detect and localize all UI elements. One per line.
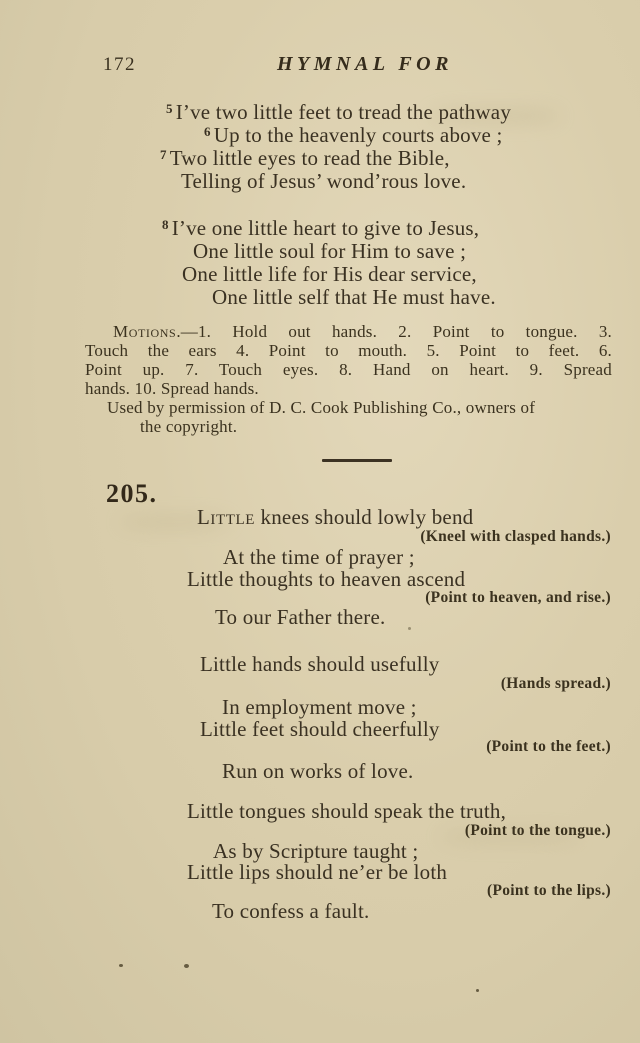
stage-direction: (Point to the tongue.) xyxy=(464,822,611,839)
verse-line: Little tongues should speak the truth, xyxy=(187,799,507,823)
paper-speck xyxy=(119,964,123,967)
motions-note-line: Touch the ears 4. Point to mouth. 5. Point to feet. 6. xyxy=(85,341,612,360)
verse-line: Little hands should usefully xyxy=(200,652,440,676)
verse-text: Two little eyes to read the Bible, xyxy=(169,146,450,170)
paper-speck xyxy=(476,989,479,992)
hymn-number: 205. xyxy=(106,479,158,508)
motions-note-line: Point up. 7. Touch eyes. 8. Hand on heart. 9. Spread xyxy=(85,360,612,379)
motions-note-line xyxy=(113,322,612,342)
stage-direction: (Point to the lips.) xyxy=(487,882,611,899)
verse-line xyxy=(204,123,503,148)
verse-line: Little lips should ne’er be loth xyxy=(187,860,448,884)
motions-label: Motions xyxy=(113,322,177,341)
motions-text: .—1. Hold out hands. 2. Point to tongue. 3. xyxy=(176,322,612,341)
verse-line: Telling of Jesus’ wond’rous love. xyxy=(181,169,467,193)
verse-line xyxy=(160,146,450,171)
paper-speck xyxy=(408,627,411,630)
verse-line: At the time of prayer ; xyxy=(223,545,415,569)
verse-text: knees should lowly bend xyxy=(255,505,474,529)
page-number: 172 xyxy=(103,54,136,75)
verse-number: 7 xyxy=(160,147,167,162)
verse-number: 5 xyxy=(166,101,173,116)
paper-speck xyxy=(184,964,189,968)
verse-line: In employment move ; xyxy=(222,695,417,719)
verse-line xyxy=(166,100,511,125)
stage-direction: (Hands spread.) xyxy=(500,675,611,692)
motions-note-line: hands. 10. Spread hands. xyxy=(85,379,259,398)
running-title: HYMNAL FOR xyxy=(277,53,453,75)
verse-lead-smallcaps: Little xyxy=(197,505,256,529)
stage-direction: (Kneel with clasped hands.) xyxy=(420,528,611,545)
stage-direction: (Point to the feet.) xyxy=(486,738,611,755)
verse-line: Little feet should cheerfully xyxy=(200,717,440,741)
verse-text: Up to the heavenly courts above ; xyxy=(213,123,503,147)
verse-line: One little life for His dear service, xyxy=(182,262,477,286)
verse-text: I’ve two little feet to tread the pathway xyxy=(175,100,512,124)
verse-line: Run on works of love. xyxy=(222,759,414,783)
verse-line: One little soul for Him to save ; xyxy=(193,239,467,263)
verse-line: Little thoughts to heaven ascend xyxy=(187,567,466,591)
verse-line xyxy=(197,505,473,530)
verse-line: As by Scripture taught ; xyxy=(213,839,419,863)
permission-note-line: Used by permission of D. C. Cook Publishing Co., owners of xyxy=(107,398,536,417)
section-divider-rule xyxy=(322,459,392,462)
verse-text: I’ve one little heart to give to Jesus, xyxy=(171,216,480,240)
stage-direction: (Point to heaven, and rise.) xyxy=(425,589,611,606)
verse-number: 8 xyxy=(162,217,169,232)
permission-note-line: the copyright. xyxy=(140,417,238,436)
verse-number: 6 xyxy=(204,124,211,139)
verse-line: To confess a fault. xyxy=(212,899,370,923)
verse-line: To our Father there. xyxy=(215,605,386,629)
verse-line: One little self that He must have. xyxy=(212,285,496,309)
verse-line xyxy=(162,216,479,241)
